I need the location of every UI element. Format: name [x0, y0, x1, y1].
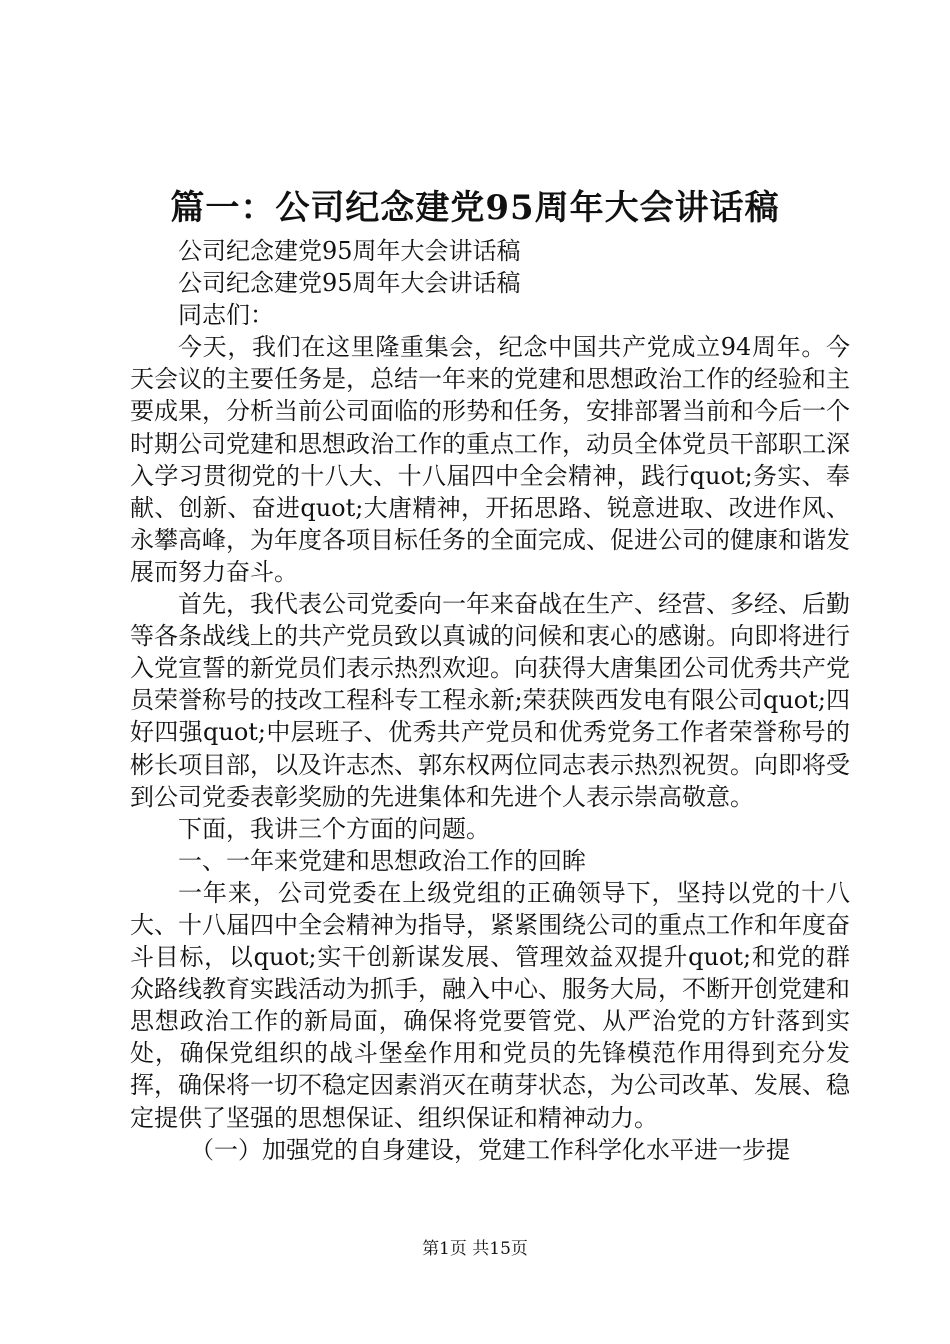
- body-paragraph: 公司纪念建党95周年大会讲话稿: [178, 237, 521, 265]
- body-paragraph: 公司纪念建党95周年大会讲话稿: [178, 269, 521, 298]
- body-paragraph: 今天，我们在这里隆重集会，纪念中国共产党成立94周年。今天会议的主要任务是，总结一年来的党建和思想政治工作的经验和主要成果，分析当前公司面临的形势和任务，安排部署当前和今后一个时期公司党建和思想政治工作的重点工作，动员全体党员干部职工深入学习贯彻党的十八大、十八届四中全会精神，践行quot;务实、奉献、创新、奋进quot;大唐精神，开拓思路、锐意进取、改进作风、永攀高峰，为年度各项目标任务的全面完成、促进公司的健康和谐发展而努力奋斗。: [130, 333, 850, 586]
- document-body: [130, 235, 850, 1166]
- body-paragraph: 一年来，公司党委在上级党组的正确领导下，坚持以党的十八大、十八届四中全会精神为指导，紧紧围绕公司的重点工作和年度奋斗目标，以quot;实干创新谋发展、管理效益双提升quot;和党的群众路线教育实践活动为抓手，融入中心、服务大局，不断开创党建和思想政治工作的新局面，确保将党要管党、从严治党的方针落到实处，确保党组织的战斗堡垒作用和党员的先锋模范作用得到充分发挥，确保将一切不稳定因素消灭在萌芽状态，为公司改革、发展、稳定提供了坚强的思想保证、组织保证和精神动力。: [130, 878, 850, 1132]
- body-paragraph: 首先，我代表公司党委向一年来奋战在生产、经营、多经、后勤等各条战线上的共产党员致以真诚的问候和衷心的感谢。向即将进行入党宣誓的新党员们表示热烈欢迎。向获得大唐集团公司优秀共产党员荣誉称号的技改工程科专工程永新;荣获陕西发电有限公司quot;四好四强quot;中层班子、优秀共产党员和优秀党务工作者荣誉称号的彬长项目部，以及许志杰、郭东权两位同志表示热烈祝贺。向即将受到公司党委表彰奖励的先进集体和先进个人表示崇高敬意。: [130, 590, 850, 811]
- body-paragraph: 同志们：: [178, 301, 274, 330]
- section-heading: 一、一年来党建和思想政治工作的回眸: [178, 846, 586, 875]
- page-number: 第1页 共15页: [422, 1239, 528, 1259]
- body-paragraph: 下面，我讲三个方面的问题。: [178, 814, 490, 843]
- subsection-heading: （一）加强党的自身建设，党建工作科学化水平进一步提: [190, 1135, 790, 1164]
- document-title: 篇一：公司纪念建党95周年大会讲话稿: [170, 188, 780, 228]
